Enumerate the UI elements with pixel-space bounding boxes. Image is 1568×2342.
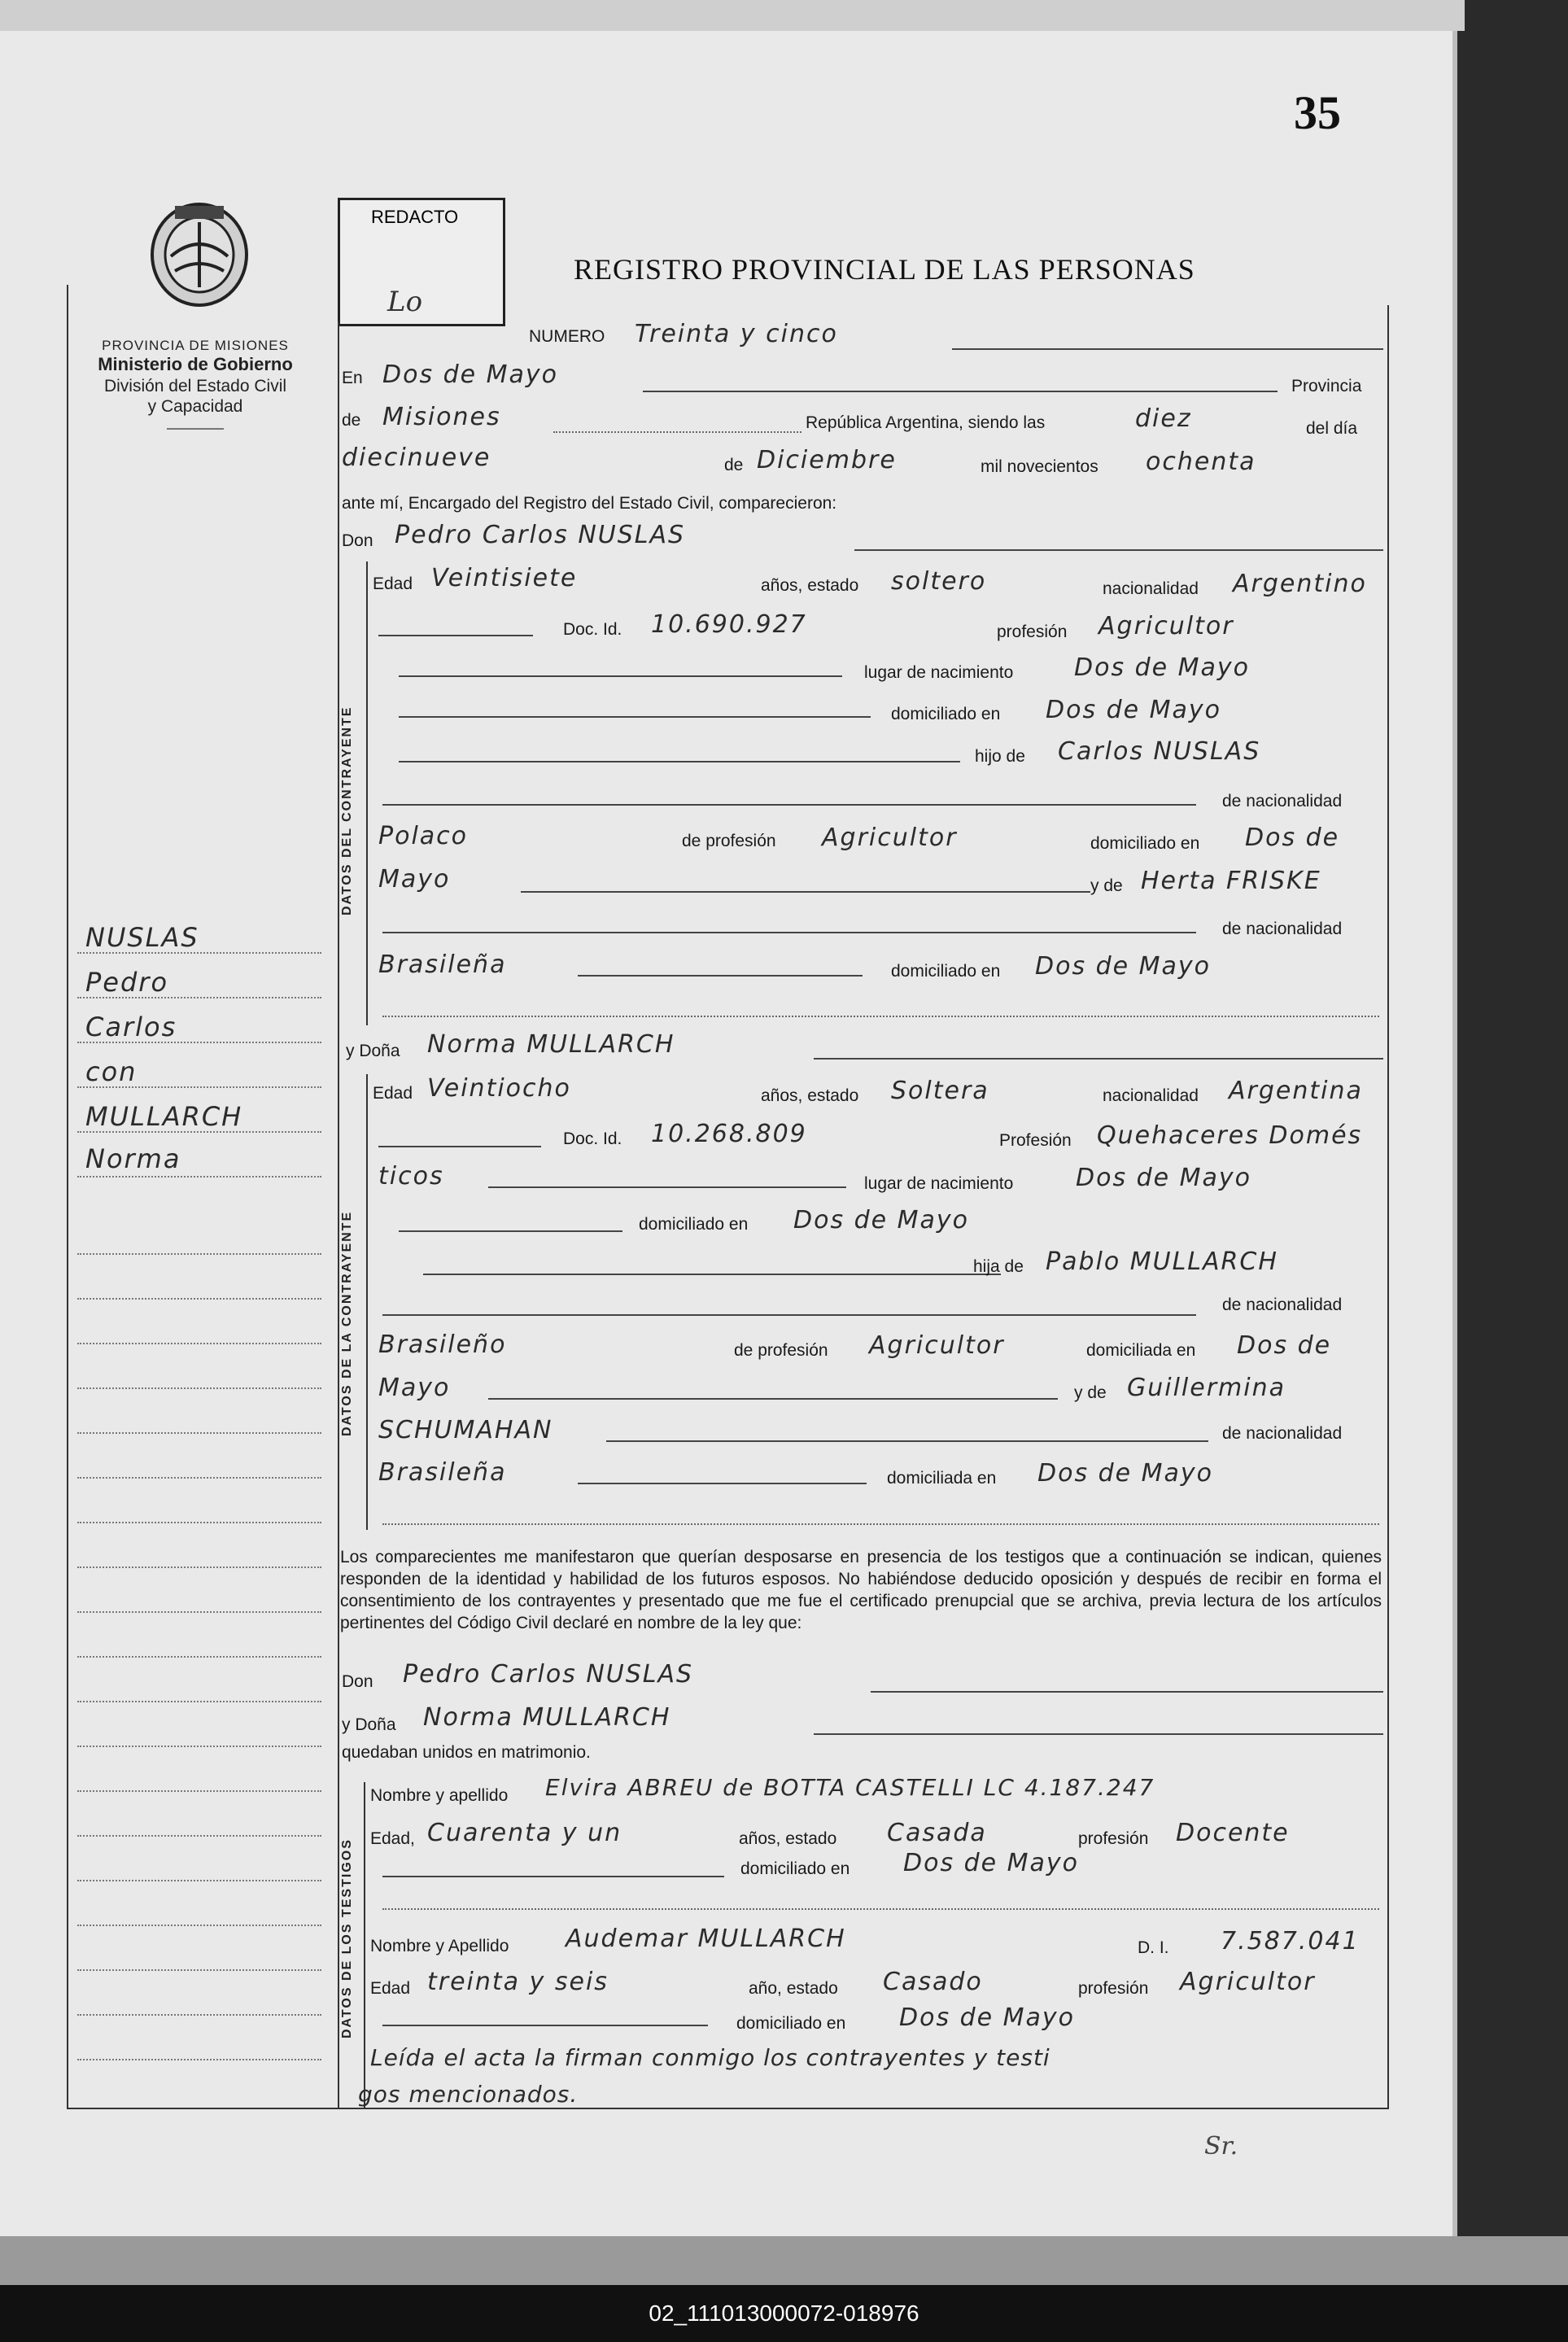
margin-line (77, 1253, 321, 1255)
t2-domicilio-label: domiciliado en (736, 2014, 846, 2033)
margin-line (77, 1969, 321, 1971)
dia-value: diecinueve (342, 443, 491, 472)
division-name: División del Estado Civil (103, 376, 287, 395)
anio-value: ochenta (1146, 448, 1256, 476)
domicilio-label: domiciliado en (891, 705, 1001, 723)
fill-line (399, 1230, 622, 1232)
madre-nacionalidad-label: de nacionalidad (1222, 1424, 1343, 1443)
dot-line (382, 1908, 1379, 1910)
fill-line (578, 1483, 867, 1484)
nacionalidad-label: nacionalidad (1103, 1086, 1199, 1105)
margin-line (77, 1925, 321, 1926)
scan-id-bar (0, 2285, 1568, 2342)
margin-line (77, 1298, 321, 1300)
contrayenta-nombre: Norma MULLARCH (427, 1030, 675, 1059)
hija-label: hija de (973, 1257, 1024, 1276)
numero-value: Treinta y cinco (635, 320, 838, 348)
en-value: Dos de Mayo (382, 360, 559, 389)
contrayenta-bracket (366, 1074, 368, 1530)
contrayente-madre-dom: Dos de Mayo (1035, 952, 1212, 981)
scan-id: 02_111013000072-018976 (649, 2300, 919, 2326)
hora-value: diez (1135, 404, 1192, 433)
ministry-name: Ministerio de Gobierno (98, 354, 293, 375)
contrayente-domicilio: Dos de Mayo (1046, 696, 1222, 724)
contrayente-madre-nac: Brasileña (378, 950, 507, 979)
margin-line (77, 1522, 321, 1523)
contrayente-padre-nac: Polaco (378, 822, 469, 850)
margin-line (77, 1611, 321, 1613)
signature: Sr. (1204, 2132, 1238, 2161)
contrayente-nombre: Pedro Carlos NUSLAS (395, 521, 686, 549)
numero-label: NUMERO (529, 327, 605, 346)
t1-edad-label: Edad, (370, 1829, 415, 1848)
contrayenta-profesion-a: Quehaceres Domés (1097, 1121, 1363, 1150)
contrayenta-padre: Pablo MULLARCH (1046, 1247, 1278, 1276)
anios-label: años, estado (761, 576, 859, 595)
republica-label: República Argentina, siendo las (806, 413, 1046, 432)
fill-line (399, 675, 842, 677)
y-de-label: y de (1090, 876, 1123, 895)
contrayente-nacionalidad: Argentino (1233, 570, 1367, 598)
profesion-label: profesión (997, 623, 1068, 641)
left-frame-line (338, 321, 339, 2108)
t2-di: 7.587.041 (1221, 1927, 1360, 1955)
lugar-label: lugar de nacimiento (864, 663, 1014, 682)
margin-name: Norma (85, 1143, 181, 1174)
right-frame-line (1387, 305, 1389, 2108)
fill-line (871, 1691, 1383, 1693)
t2-edad: treinta y seis (427, 1968, 609, 1996)
margin-line (77, 1746, 321, 1747)
contrayenta-madre-dom: Dos de Mayo (1037, 1459, 1214, 1488)
contrayenta-domicilio: Dos de Mayo (793, 1206, 970, 1234)
contrayenta-padre-nac: Brasileño (378, 1330, 507, 1359)
contrayente-profesion: Agricultor (1098, 612, 1234, 640)
t1-nombre: Elvira ABREU de BOTTA CASTELLI LC 4.187.247 (545, 1774, 1155, 1801)
margin-name: Carlos (85, 1012, 177, 1042)
t2-edad-label: Edad (370, 1979, 411, 1998)
cierre-line-2: gos mencionados. (358, 2081, 579, 2108)
margin-line (77, 1343, 321, 1344)
dot-line (553, 431, 801, 433)
contrayente-estado: soltero (891, 567, 987, 596)
t2-profesion-label: profesión (1078, 1979, 1149, 1998)
t1-domicilio-label: domiciliado en (740, 1859, 850, 1878)
contrayente-lugar: Dos de Mayo (1074, 653, 1251, 682)
cierre-line-1: Leída el acta la firman conmigo los contrayentes y testi (370, 2044, 1050, 2071)
redacto-label: REDACTO (371, 207, 459, 227)
anios-label: años, estado (761, 1086, 859, 1105)
t1-edad: Cuarenta y un (427, 1819, 622, 1847)
contrayenta-profesion-b: ticos (378, 1162, 444, 1191)
margin-line (77, 1477, 321, 1479)
fill-line (378, 1146, 541, 1147)
lugar-label: lugar de nacimiento (864, 1174, 1014, 1193)
madre-nacionalidad-label: de nacionalidad (1222, 920, 1343, 938)
testigos-section-label: DATOS DE LOS TESTIGOS (340, 1838, 354, 2038)
fill-line (382, 1876, 724, 1877)
dona-label: y Doña (342, 1715, 396, 1734)
contrayenta-madre-b: SCHUMAHAN (378, 1416, 553, 1444)
contrayenta-estado: Soltera (891, 1077, 989, 1105)
y-de-label: y de (1074, 1383, 1107, 1402)
division-name-2: y Capacidad (147, 396, 243, 416)
mil-label: mil novecientos (981, 457, 1098, 476)
margin-name: NUSLAS (85, 922, 199, 953)
edad-label: Edad (373, 575, 413, 593)
province-label: PROVINCIA DE MISIONES (102, 338, 289, 353)
fill-line (488, 1398, 1058, 1400)
page-top-edge (0, 0, 1465, 31)
dona-label: y Doña (346, 1042, 400, 1060)
contrayente-padre-prof: Agricultor (822, 824, 958, 852)
provincial-seal-icon (146, 199, 252, 313)
don-label: Don (342, 531, 373, 550)
de-profesion-label: de profesión (734, 1341, 828, 1360)
fill-line (399, 716, 871, 718)
t1-anios-label: años, estado (739, 1829, 837, 1848)
margin-line (77, 2059, 321, 2060)
declaracion-don: Pedro Carlos NUSLAS (403, 1660, 694, 1689)
declaration-text: Los comparecientes me manifestaron que querían desposarse en presencia de los testigos que a continuación se indican, quienes responden de la identidad y habilidad de los futuros esposos. No habiéndose deducido oposición y después de recibir en forma el consentimiento de los contrayentes y presentado que me fue el certificado prenupcial que se archiva, previa lectura de los artículos pertinentes del Código Civil declaré en nombre de la ley que: (340, 1548, 1382, 1632)
ministry-header (65, 338, 325, 430)
provincia-value: Misiones (382, 403, 501, 431)
fill-line (606, 1440, 1208, 1442)
domiciliado-en-label: domiciliado en (1090, 834, 1200, 853)
fill-line (382, 1314, 1196, 1316)
domiciliada-en-label: domiciliada en (1086, 1341, 1196, 1360)
t2-estado: Casado (883, 1968, 983, 1996)
t2-nombre: Audemar MULLARCH (566, 1925, 846, 1953)
dot-line (382, 1523, 1379, 1525)
fill-line (521, 891, 1090, 893)
fill-line (488, 1186, 846, 1188)
contrayente-bracket (366, 561, 368, 1025)
margin-name: MULLARCH (85, 1101, 243, 1132)
contrayente-padre-dom-a: Dos de (1245, 824, 1340, 852)
contrayente-padre: Carlos NUSLAS (1058, 737, 1261, 766)
t1-estado: Casada (887, 1819, 987, 1847)
t2-di-label: D. I. (1138, 1938, 1169, 1957)
contrayenta-doc: 10.268.809 (651, 1120, 807, 1148)
margin-frame-line (67, 285, 68, 2108)
register-title: REGISTRO PROVINCIAL DE LAS PERSONAS (574, 253, 1195, 286)
profesion-label: Profesión (999, 1131, 1072, 1150)
t1-nombre-label: Nombre y apellido (370, 1786, 509, 1805)
testigos-bracket (364, 1782, 365, 2108)
ante-label: ante mí, Encargado del Registro del Estado Civil, comparecieron: (342, 494, 837, 513)
margin-line (77, 1656, 321, 1658)
redacto-value: Lo (387, 286, 423, 318)
fill-line (378, 635, 533, 636)
contrayente-padre-dom-b: Mayo (378, 865, 451, 894)
t1-profesion-label: profesión (1078, 1829, 1149, 1848)
page-number: 35 (1294, 86, 1341, 139)
margin-line (77, 1835, 321, 1837)
de-label: de (342, 411, 361, 430)
hijo-label: hijo de (975, 747, 1025, 766)
madre-domicilio-label: domiciliado en (891, 962, 1001, 981)
fill-line (382, 2025, 708, 2026)
t2-anio-label: año, estado (749, 1979, 838, 1998)
bottom-frame-line (67, 2108, 1389, 2109)
contrayenta-padre-dom-b: Mayo (378, 1374, 451, 1402)
contrayenta-padre-dom-a: Dos de (1237, 1331, 1332, 1360)
fill-line (578, 975, 863, 977)
contrayenta-padre-prof: Agricultor (869, 1331, 1005, 1360)
doc-label: Doc. Id. (563, 1129, 622, 1148)
provincia-label: Provincia (1291, 377, 1362, 395)
margin-line (77, 1790, 321, 1792)
contrayente-edad: Veintisiete (431, 564, 578, 592)
fill-line (423, 1274, 1001, 1275)
margin-line (77, 1701, 321, 1702)
fill-line (382, 804, 1196, 806)
t1-profesion: Docente (1176, 1819, 1290, 1847)
en-label: En (342, 369, 363, 387)
fill-line (952, 348, 1383, 350)
redacto-box (338, 198, 505, 326)
de-mes-label: de (724, 456, 744, 474)
fill-line (643, 391, 1278, 392)
contrayente-madre: Herta FRISKE (1141, 867, 1321, 895)
contrayenta-lugar: Dos de Mayo (1076, 1164, 1252, 1192)
margin-line (77, 1566, 321, 1568)
nacionalidad-label: nacionalidad (1103, 579, 1199, 598)
dot-line (382, 1016, 1379, 1017)
fill-line (382, 932, 1196, 933)
domicilio-label: domiciliado en (639, 1215, 749, 1234)
contrayente-section-label: DATOS DEL CONTRAYENTE (340, 706, 354, 915)
margin-line (77, 1176, 321, 1178)
margin-line (77, 1432, 321, 1434)
del-dia-label: del día (1306, 419, 1358, 438)
t2-profesion: Agricultor (1180, 1968, 1316, 1996)
contrayenta-madre-nac: Brasileña (378, 1458, 507, 1487)
contrayenta-nacionalidad: Argentina (1229, 1077, 1363, 1105)
edad-label: Edad (373, 1084, 413, 1103)
don-label: Don (342, 1672, 373, 1691)
fill-line (814, 1058, 1383, 1060)
fill-line (854, 549, 1383, 551)
margin-line (77, 1880, 321, 1881)
de-nacionalidad-label: de nacionalidad (1222, 792, 1343, 811)
margin-name: con (85, 1056, 138, 1087)
contrayenta-edad: Veintiocho (427, 1074, 571, 1103)
de-nacionalidad-label: de nacionalidad (1222, 1296, 1343, 1314)
mes-value: Diciembre (757, 446, 897, 474)
de-profesion-label: de profesión (682, 832, 776, 850)
margin-line (77, 2014, 321, 2016)
fill-line (399, 761, 960, 762)
fill-line (814, 1733, 1383, 1735)
contrayente-doc: 10.690.927 (651, 610, 807, 639)
t2-nombre-label: Nombre y Apellido (370, 1937, 509, 1955)
contrayenta-madre-a: Guillermina (1127, 1374, 1286, 1402)
doc-label: Doc. Id. (563, 620, 622, 639)
margin-name: Pedro (85, 967, 169, 998)
margin-line (77, 1387, 321, 1389)
declaracion-dona: Norma MULLARCH (423, 1703, 671, 1732)
ministry-divider (167, 428, 224, 430)
t1-domicilio: Dos de Mayo (903, 1849, 1080, 1877)
t2-domicilio: Dos de Mayo (899, 2003, 1076, 2032)
contrayenta-section-label: DATOS DE LA CONTRAYENTE (340, 1210, 354, 1436)
unidos-text: quedaban unidos en matrimonio. (342, 1743, 591, 1762)
madre-domiciliada-label: domiciliada en (887, 1469, 997, 1488)
scan-bottom-edge (0, 2236, 1568, 2285)
